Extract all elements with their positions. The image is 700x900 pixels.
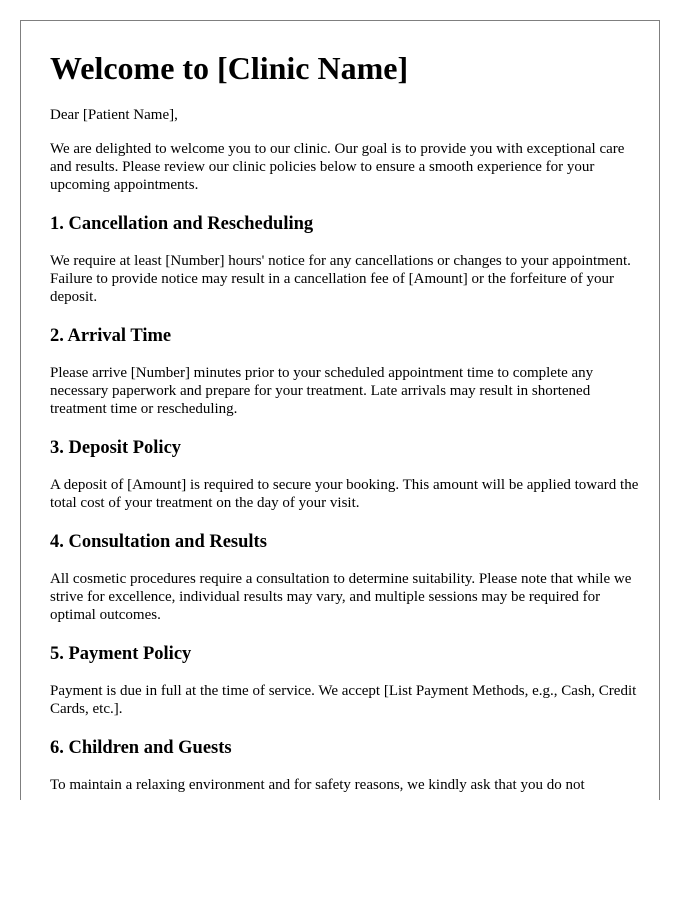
section-text-arrival-time: Please arrive [Number] minutes prior to your scheduled appointment time to complete any necessary paperwork and prepare for your treatment. Late arrivals may result in shortened treatment time or rescheduling. <box>50 365 594 417</box>
section-text-cancellation: We require at least [Number] hours' notice for any cancellations or changes to your appointment. Failure to provide notice may result in a cancellation fee of [Amount] or the forfeiture of your deposit. <box>50 253 631 305</box>
section-heading-consultation: 4. Consultation and Results <box>50 532 267 552</box>
section-heading-children-guests: 6. Children and Guests <box>50 738 232 758</box>
document-frame <box>20 20 660 800</box>
greeting: Dear [Patient Name], <box>50 107 178 123</box>
section-heading-payment: 5. Payment Policy <box>50 644 192 664</box>
intro-paragraph: We are delighted to welcome you to our clinic. Our goal is to provide you with exceptional care and results. Please review our clinic policies below to ensure a smooth experience for your upcoming appointments. <box>50 141 625 193</box>
section-text-children-guests: To maintain a relaxing environment and for safety reasons, we kindly ask that you do not <box>50 777 585 793</box>
section-heading-deposit: 3. Deposit Policy <box>50 438 182 458</box>
section-text-deposit: A deposit of [Amount] is required to secure your booking. This amount will be applied toward the total cost of your treatment on the day of your visit. <box>50 477 639 511</box>
section-heading-cancellation: 1. Cancellation and Rescheduling <box>50 214 314 234</box>
section-text-consultation: All cosmetic procedures require a consultation to determine suitability. Please note that while we strive for excellence, individual results may vary, and multiple sessions may be required for optimal outcomes. <box>50 571 632 623</box>
document-content <box>50 47 640 794</box>
section-heading-arrival-time: 2. Arrival Time <box>50 326 172 346</box>
document-title: Welcome to [Clinic Name] <box>50 50 409 86</box>
section-text-payment: Payment is due in full at the time of service. We accept [List Payment Methods, e.g., Cash, Credit Cards, etc.]. <box>50 683 637 717</box>
